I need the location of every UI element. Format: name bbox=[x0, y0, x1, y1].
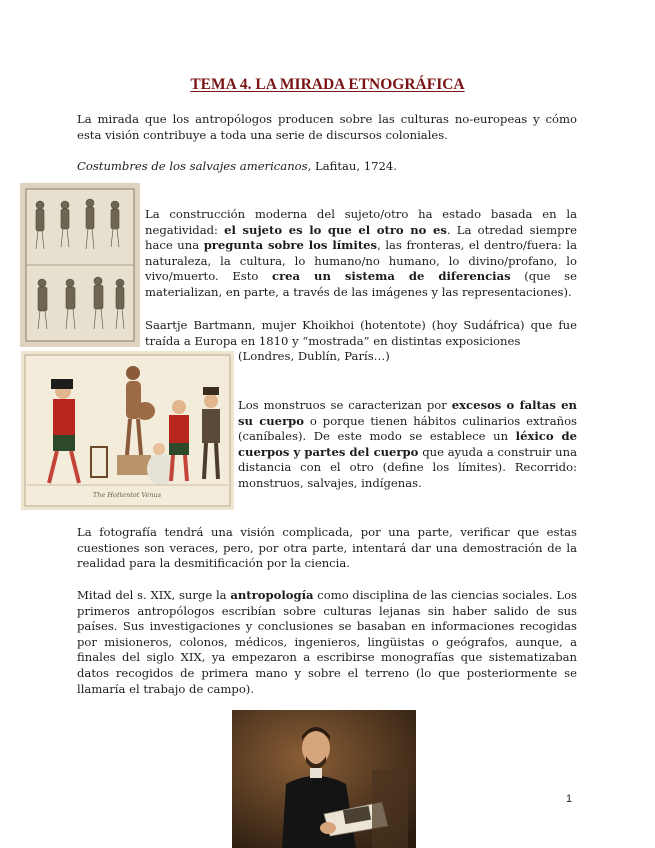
bartmann-paragraph: Saartje Bartmann, mujer Khoikhoi (hotentote) (hoy Sudáfrica) que fue traída a Europa en 1810 y “mostrada” en distintas exposiciones bbox=[145, 318, 577, 348]
caricature-caption: The Hottentot Venus bbox=[92, 491, 162, 499]
bartmann-paragraph-end: (Londres, Dublín, París…) bbox=[238, 349, 390, 363]
sujeto-text-3: , las fronteras, el dentro/fuera: la naturaleza, la cultura, lo humano/no humano, lo divino/profano, lo vivo/muerto. Esto bbox=[145, 238, 577, 284]
antropologia-text-2: como disciplina de las ciencias sociales. Los primeros antropólogos escribían sobre culturas lejanas sin haber salido de sus países. Sus investigaciones y conclusiones se basaban en informaciones recogidas por misioneros, colonos, médicos, ingenieros, lingüistas o geógrafos, aunque, a finales del siglo XIX, ya empezaron a escribirse monografías que sistematizaban datos recogidos de primera mano y sobre el terreno (lo que posteriormente se llamaría el trabajo de campo). bbox=[77, 588, 578, 696]
page-title: TEMA 4. LA MIRADA ETNOGRÁFICA bbox=[190, 76, 465, 93]
sujeto-bold-2: pregunta sobre los límites bbox=[203, 238, 378, 253]
lafitau-engraving bbox=[20, 183, 140, 347]
caption-author: Lafitau, 1724. bbox=[311, 159, 397, 173]
page-number: 1 bbox=[566, 793, 573, 805]
sujeto-text-4: (que se materializan, en parte, a través de las imágenes y las representaciones). bbox=[145, 269, 577, 299]
antropologia-paragraph bbox=[77, 588, 577, 697]
monstruos-text-2: o porque tienen hábitos culinarios extraños (caníbales). De este modo se establece un bbox=[238, 413, 577, 444]
caricature-image bbox=[21, 351, 234, 510]
sujeto-bold-1: el sujeto es lo que el otro no es bbox=[224, 222, 447, 237]
antropologia-bold-1: antropología bbox=[230, 588, 314, 602]
intro-paragraph: La mirada que los antropólogos producen sobre las culturas no-europeas y cómo esta visión contribuye a toda una serie de discursos coloniales. bbox=[77, 112, 577, 142]
monstruos-bold-1: excesos o faltas en su cuerpo bbox=[238, 398, 577, 428]
caption-title: Costumbres de los salvajes americanos, bbox=[77, 159, 312, 173]
fotografia-paragraph: La fotografía tendrá una visión complicada, por una parte, verificar que estas cuestiones son veraces, pero, por otra parte, intentará dar una demostración de la realidad para la desmitificación por la ciencia. bbox=[77, 525, 577, 571]
engraving-figures-image bbox=[20, 183, 140, 347]
portrait-image bbox=[232, 710, 416, 848]
hottentot-venus-caricature bbox=[21, 351, 234, 510]
monstruos-bold-2: léxico de cuerpos y partes del cuerpo bbox=[238, 429, 577, 459]
portrait-painting bbox=[232, 710, 416, 848]
sujeto-bold-3: crea un sistema de diferencias bbox=[272, 269, 511, 284]
sujeto-text-2: . La otredad siempre hace una bbox=[145, 222, 577, 253]
figure-caption bbox=[77, 159, 577, 175]
monstruos-paragraph bbox=[238, 398, 577, 492]
antropologia-text-1: Mitad del s. XIX, surge la bbox=[77, 588, 231, 602]
monstruos-text-1: Los monstruos se caracterizan por bbox=[238, 398, 452, 412]
sujeto-text-1: La construcción moderna del sujeto/otro ha estado basada en la negatividad: bbox=[145, 207, 577, 237]
sujeto-paragraph bbox=[145, 207, 577, 301]
monstruos-text-3: que ayuda a construir una distancia con el otro (define los límites). Recorrido: monstruos, salvajes, indígenas. bbox=[238, 444, 577, 490]
